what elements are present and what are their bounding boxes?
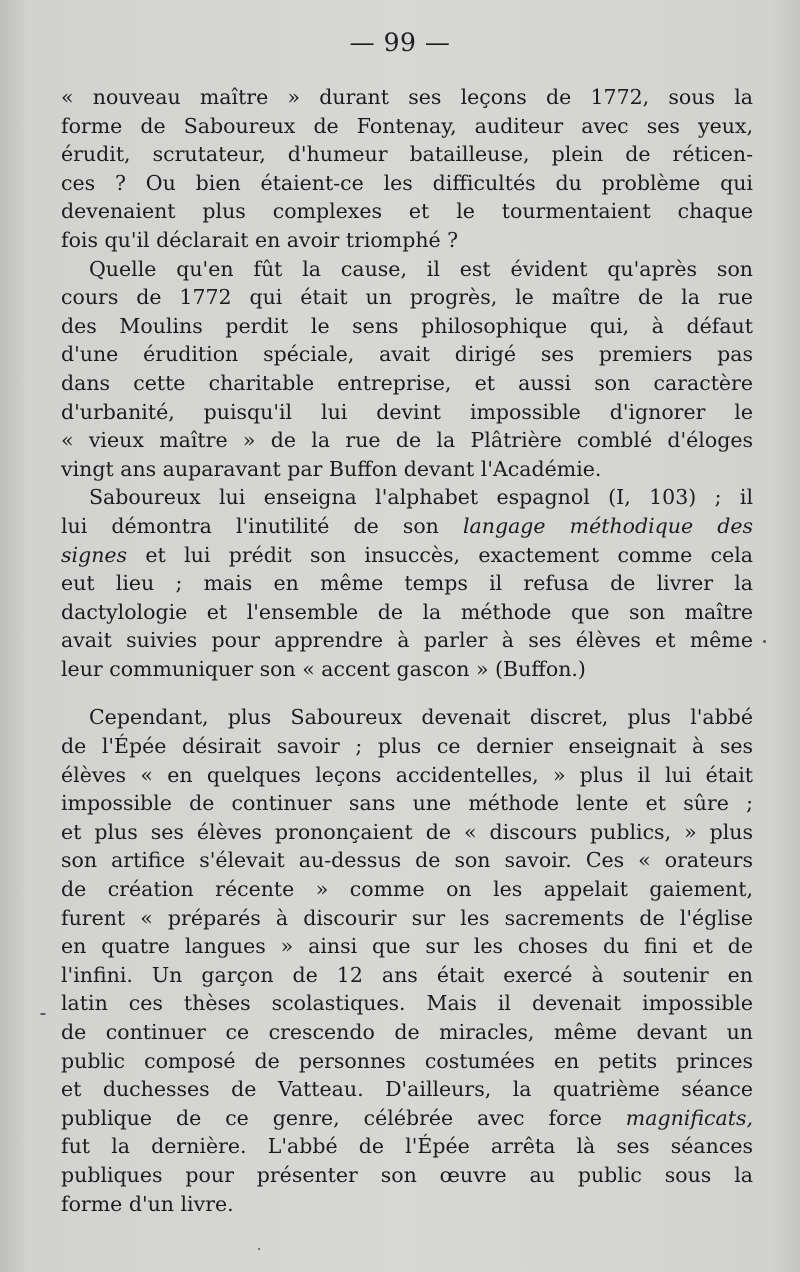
text-line: élèves « en quelques leçons accidentelles, » plus il lui était <box>61 762 753 787</box>
paragraph-1 <box>61 83 753 255</box>
paper-speck <box>40 1013 46 1015</box>
body-text <box>61 83 753 1218</box>
text-line: publiques pour présenter son œuvre au public sous la <box>61 1162 753 1187</box>
paper-speck <box>763 640 766 643</box>
text-line: fut la dernière. L'abbé de l'Épée arrêta là ses séances <box>61 1134 753 1159</box>
text-line: public composé de personnes costumées en petits princes <box>61 1048 753 1073</box>
text-line: son artifice s'élevait au-dessus de son savoir. Ces « orateurs <box>61 848 753 873</box>
text-line: publique de ce genre, célébrée avec force magnificats, <box>61 1105 753 1130</box>
text-line: cours de 1772 qui était un progrès, le maître de la rue <box>61 285 753 310</box>
text-line: érudit, scrutateur, d'humeur batailleuse, plein de réticen- <box>61 142 753 167</box>
text-line: de continuer ce crescendo de miracles, même devant un <box>61 1020 753 1044</box>
text-line: d'urbanité, puisqu'il lui devint impossible d'ignorer le <box>61 399 753 424</box>
text-line: et plus ses élèves prononçaient de « discours publics, » plus <box>61 819 753 844</box>
paragraph-gap <box>61 683 753 703</box>
text-line: dans cette charitable entreprise, et aussi son caractère <box>61 370 753 395</box>
text-line: impossible de continuer sans une méthode lente et sûre ; <box>61 791 753 816</box>
text-line: d'une érudition spéciale, avait dirigé ses premiers pas <box>61 342 753 367</box>
italic-title: signes <box>61 542 128 567</box>
text-line: « nouveau maître » durant ses leçons de 1772, sous la <box>61 85 753 109</box>
text-line: Saboureux lui enseigna l'alphabet espagnol (I, 103) ; il <box>89 485 753 510</box>
text-line: lui démontra l'inutilité de son langage méthodique des <box>61 513 753 538</box>
text-line: et duchesses de Vatteau. D'ailleurs, la quatrième séance <box>61 1077 753 1102</box>
text-line: de création récente » comme on les appelait gaiement, <box>61 877 753 902</box>
paragraph-4 <box>61 703 753 1218</box>
text-line: en quatre langues » ainsi que sur les choses du fini et de <box>61 934 753 959</box>
text-line: Quelle qu'en fût la cause, il est évident qu'après son <box>89 256 753 281</box>
text-line: l'infini. Un garçon de 12 ans était exercé à soutenir en <box>61 962 753 987</box>
text-line: « vieux maître » de la rue de la Plâtrière comblé d'éloges <box>61 428 753 453</box>
text-line: latin ces thèses scolastiques. Mais il devenait impossible <box>61 991 753 1016</box>
text-line: forme d'un livre. <box>61 1191 234 1216</box>
text-line: de l'Épée désirait savoir ; plus ce dernier enseignait à ses <box>61 734 753 759</box>
paragraph-3 <box>61 483 753 683</box>
text-line: dactylologie et l'ensemble de la méthode que son maître <box>61 599 753 624</box>
paragraph-2 <box>61 255 753 484</box>
text-line: furent « préparés à discourir sur les sacrements de l'église <box>61 905 753 930</box>
text-line: Cependant, plus Saboureux devenait discret, plus l'abbé <box>89 705 753 730</box>
text-line: ces ? Ou bien étaient-ce les difficultés du problème qui <box>61 170 753 195</box>
text-line: devenaient plus complexes et le tourmentaient chaque <box>61 199 753 224</box>
page-number: — 99 — <box>349 28 451 57</box>
paper-speck <box>258 1248 260 1250</box>
text-line: des Moulins perdit le sens philosophique qui, à défaut <box>61 313 753 338</box>
text-line: eut lieu ; mais en même temps il refusa de livrer la <box>61 571 753 596</box>
text-line: vingt ans auparavant par Buffon devant l'Académie. <box>61 456 602 481</box>
italic-title: langage méthodique des <box>462 513 753 538</box>
text-line: leur communiquer son « accent gascon » (Buffon.) <box>61 656 586 681</box>
text-line: avait suivies pour apprendre à parler à ses élèves et même <box>61 628 753 653</box>
text-line: signes et lui prédit son insuccès, exactement comme cela <box>61 542 753 567</box>
text-line: forme de Saboureux de Fontenay, auditeur avec ses yeux, <box>61 113 753 138</box>
italic-word: magnificats, <box>625 1105 753 1130</box>
text-line: fois qu'il déclarait en avoir triomphé ? <box>61 227 459 252</box>
